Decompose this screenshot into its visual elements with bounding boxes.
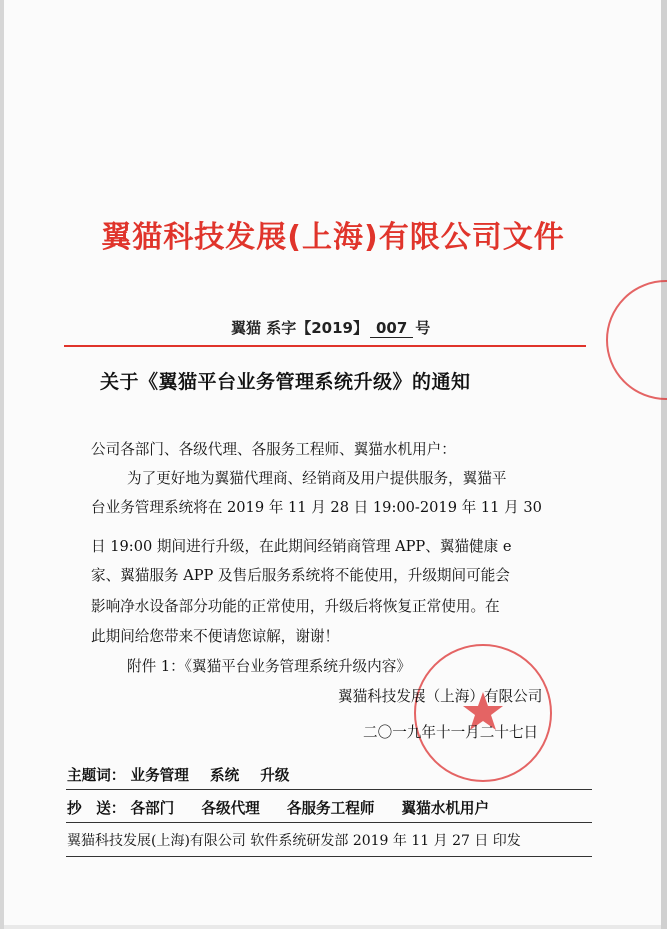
body-line: 日 19:00 期间进行升级，在此期间经销商管理 APP、翼猫健康 e [91, 538, 512, 555]
footer-rule-bottom [66, 856, 592, 857]
body-line: 为了更好地为翼猫代理商、经销商及用户提供服务，翼猫平 [127, 470, 507, 487]
document-page [4, 0, 661, 925]
keywords-label: 主题词： [67, 767, 126, 784]
document-number [231, 317, 430, 338]
keyword: 业务管理 [130, 767, 189, 784]
body-line: 家、翼猫服务 APP 及售后服务系统将不能使用，升级期间可能会 [91, 567, 510, 584]
document-number-suffix: 号 [415, 319, 431, 337]
cc-recipient: 各服务工程师 [286, 800, 375, 817]
cc-line [67, 797, 489, 818]
cc-recipient: 翼猫水机用户 [401, 800, 490, 817]
letterhead-divider [64, 345, 586, 347]
keywords-line [67, 764, 289, 785]
keyword: 系统 [209, 767, 240, 784]
body-line: 此期间给您带来不便请您谅解，谢谢！ [91, 628, 340, 645]
cc-recipient: 各级代理 [201, 800, 260, 817]
issuer-line: 翼猫科技发展(上海)有限公司 软件系统研发部 2019 年 11 月 27 日 印发 [67, 833, 521, 849]
body-line: 台业务管理系统将在 2019 年 11 月 28 日 19:00-2019 年 11 月 30 [91, 499, 542, 516]
notice-title: 关于《翼猫平台业务管理系统升级》的通知 [100, 371, 471, 393]
body-line: 影响净水设备部分功能的正常使用，升级后将恢复正常使用。在 [91, 598, 500, 615]
keyword: 升级 [260, 767, 290, 784]
salutation: 公司各部门、各级代理、各服务工程师、翼猫水机用户： [91, 441, 456, 458]
cc-recipient: 各部门 [130, 800, 175, 817]
attachment-line: 附件 1：《翼猫平台业务管理系统升级内容》 [127, 658, 411, 675]
signature-company: 翼猫科技发展（上海）有限公司 [338, 688, 543, 705]
footer-rule-middle [66, 822, 592, 823]
signature-date: 二〇一九年十一月二十七日 [363, 724, 539, 741]
footer-rule-top [66, 789, 592, 790]
company-seal-stamp [414, 644, 552, 782]
document-number-value: 007 [370, 319, 413, 338]
document-number-prefix: 翼猫 系字【2019】 [231, 319, 368, 337]
letterhead-title: 翼猫科技发展(上海)有限公司文件 [101, 220, 565, 255]
cc-label: 抄 送： [67, 800, 126, 817]
page-right-edge [661, 0, 667, 929]
